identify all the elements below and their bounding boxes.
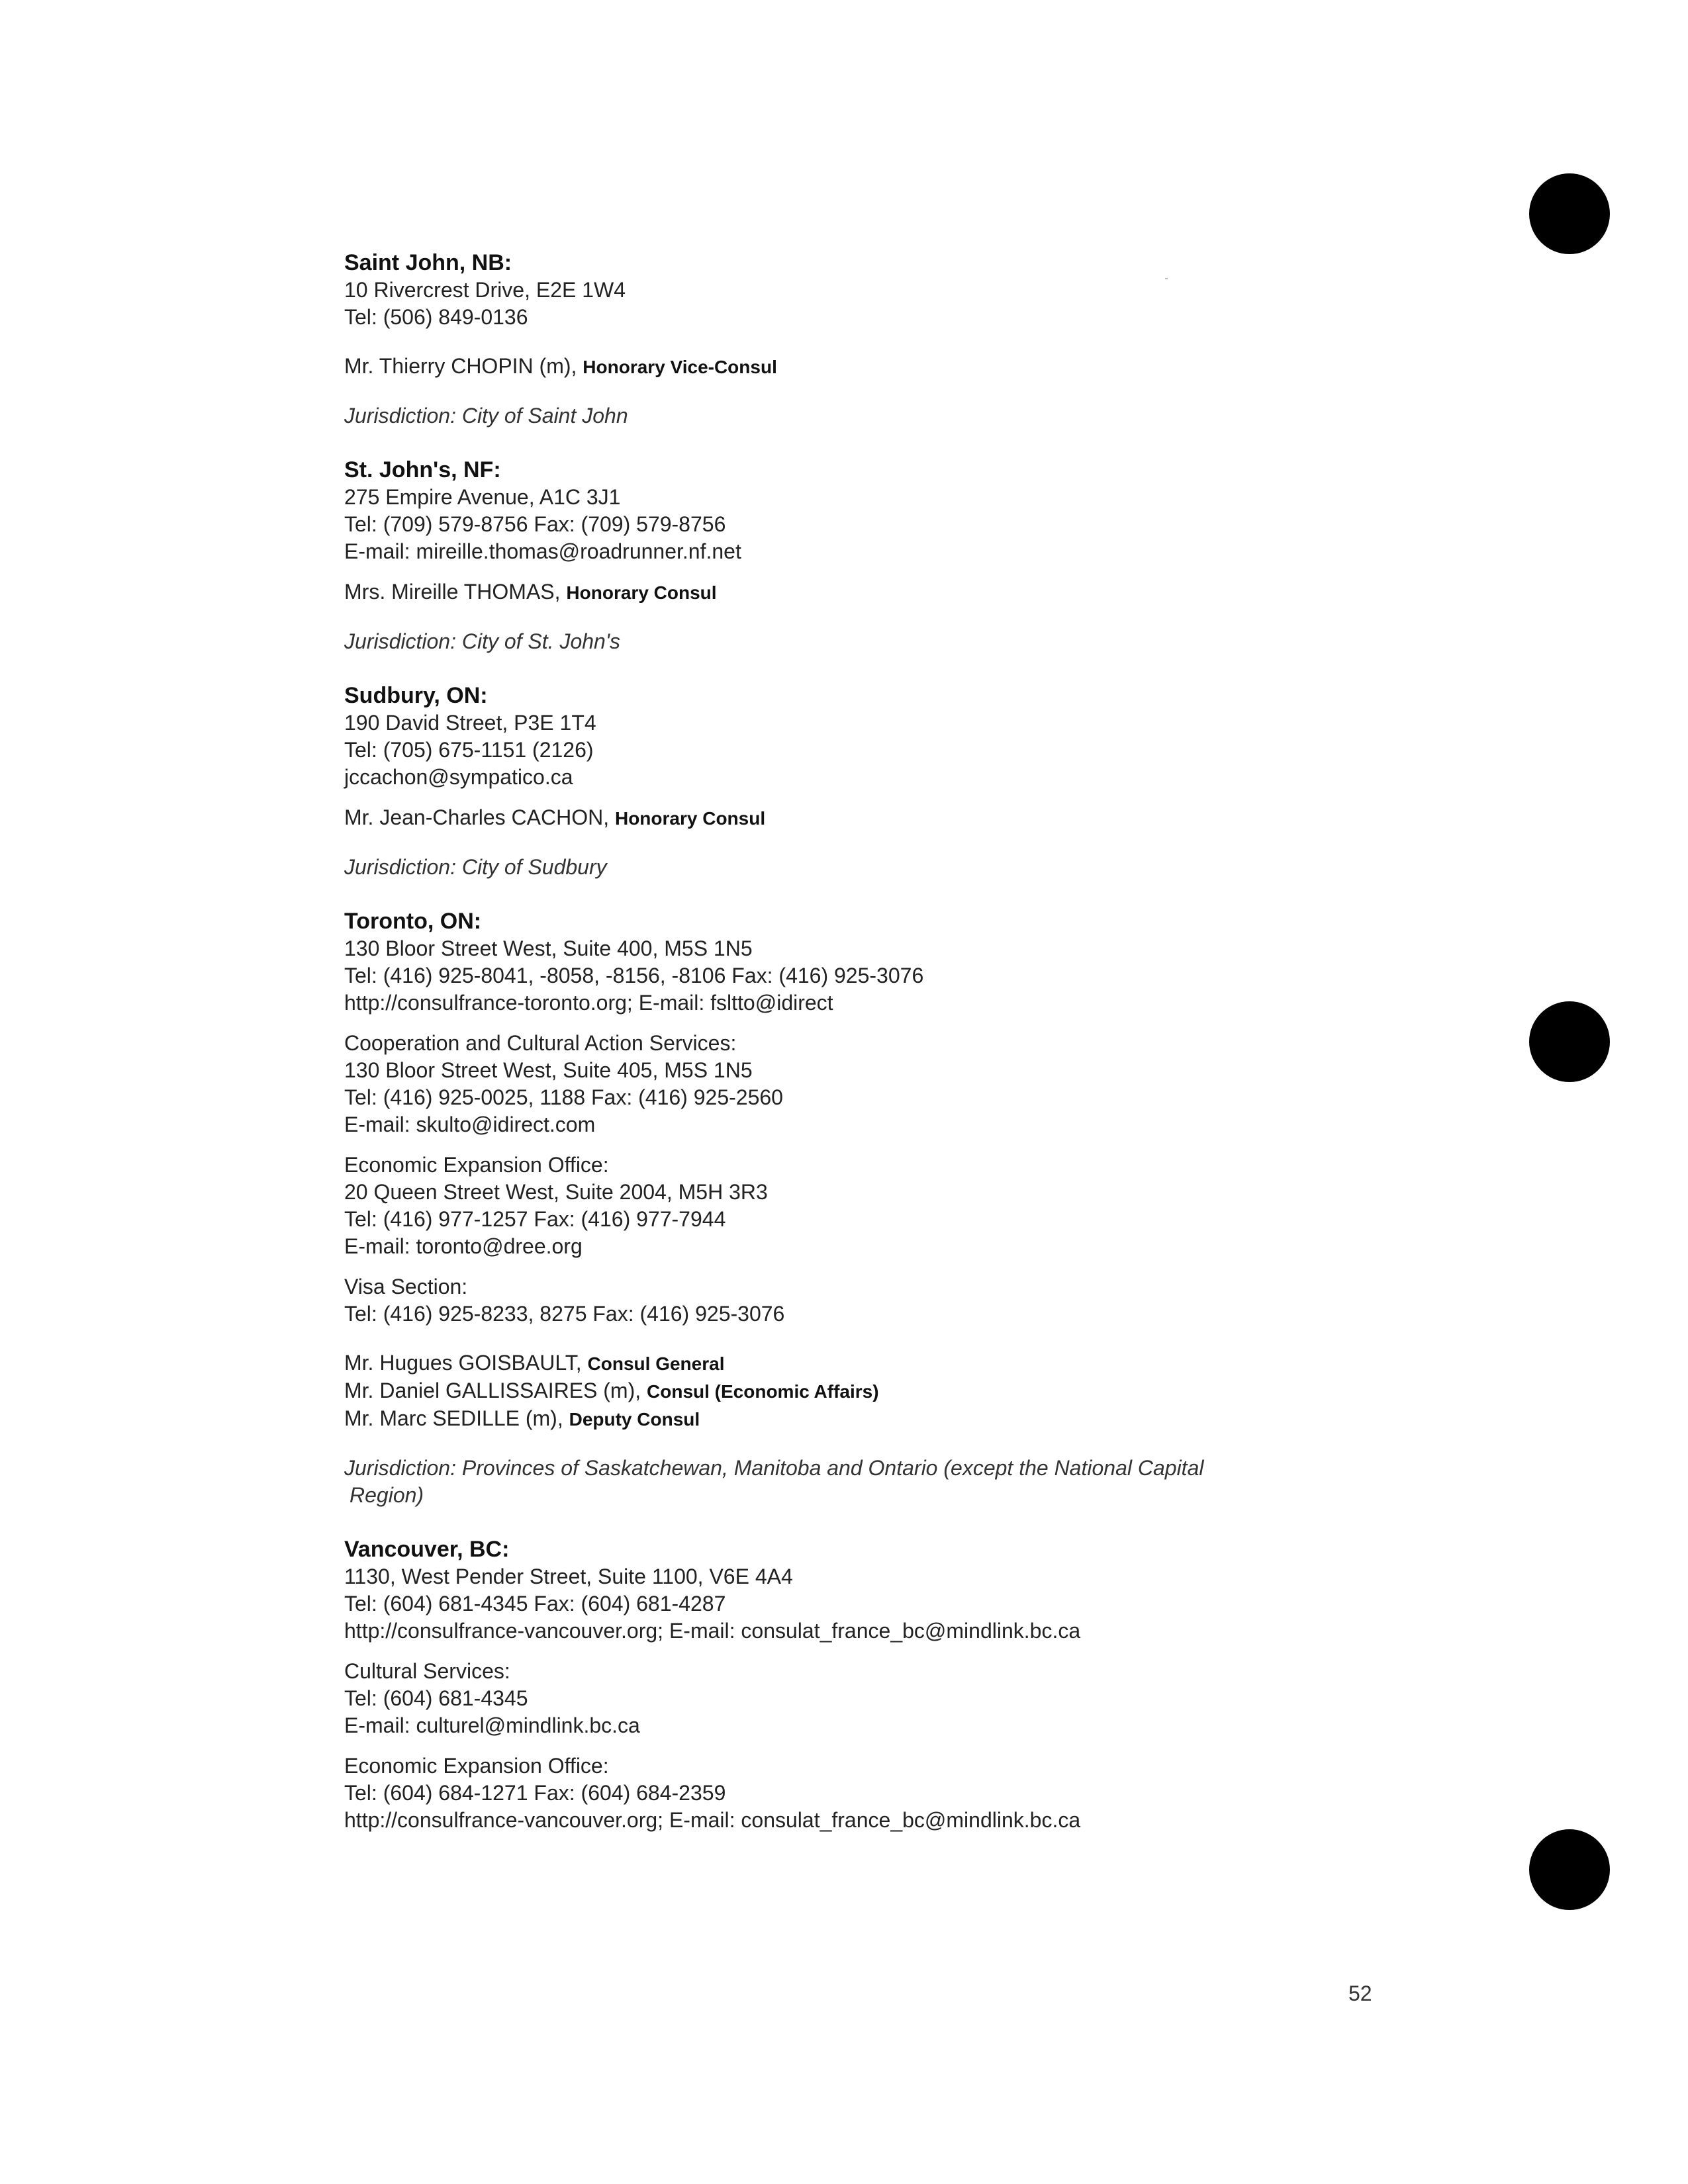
punch-hole-top (1529, 173, 1610, 254)
address: 190 David Street, P3E 1T4 (344, 711, 596, 735)
jurisdiction: Jurisdiction: City of Saint John (344, 404, 628, 428)
official-title: Deputy Consul (569, 1409, 700, 1430)
entry-saint-john (344, 249, 1350, 430)
official (344, 353, 1350, 381)
economic-web-email: http://consulfrance-vancouver.org; E-mail: consulat_france_bc@mindlink.bc.ca (344, 1808, 1081, 1832)
jurisdiction: Jurisdiction: City of St. John's (344, 629, 620, 653)
official-name: Mr. Hugues GOISBAULT, (344, 1351, 588, 1375)
jurisdiction-line-2: Region) (350, 1483, 424, 1507)
official-name: Mr. Marc SEDILLE (m), (344, 1406, 569, 1430)
official-title: Honorary Consul (614, 808, 766, 829)
entry-toronto (344, 907, 1350, 1509)
address: 10 Rivercrest Drive, E2E 1W4 (344, 278, 626, 302)
address: 275 Empire Avenue, A1C 3J1 (344, 485, 621, 509)
economic-telephone: Tel: (604) 684-1271 Fax: (604) 684-2359 (344, 1781, 726, 1805)
telephone: Tel: (416) 925-8041, -8058, -8156, -8106 Fax: (416) 925-3076 (344, 964, 924, 987)
section-heading-economic: Economic Expansion Office: (344, 1754, 609, 1778)
official (344, 1405, 1350, 1433)
consulate-listing (344, 249, 1350, 1834)
economic-telephone: Tel: (416) 977-1257 Fax: (416) 977-7944 (344, 1207, 726, 1231)
entry-vancouver (344, 1535, 1350, 1834)
official-title: Consul General (587, 1353, 725, 1374)
city-heading: St. John's, NF: (344, 457, 501, 482)
official-title: Honorary Consul (566, 582, 717, 603)
address: 130 Bloor Street West, Suite 400, M5S 1N5 (344, 936, 753, 960)
economic-address: 20 Queen Street West, Suite 2004, M5H 3R3 (344, 1180, 768, 1204)
official-title: Honorary Vice-Consul (583, 357, 777, 377)
official-name: Mr. Daniel GALLISSAIRES (m), (344, 1379, 647, 1402)
city-heading: Toronto, ON: (344, 909, 482, 934)
cultural-address: 130 Bloor Street West, Suite 405, M5S 1N5 (344, 1058, 753, 1082)
official (344, 1377, 1350, 1405)
visa-telephone: Tel: (416) 925-8233, 8275 Fax: (416) 925-3076 (344, 1302, 785, 1326)
punch-hole-bottom (1529, 1829, 1610, 1910)
official-name: Mr. Jean-Charles CACHON, (344, 805, 615, 829)
cultural-email: E-mail: culturel@mindlink.bc.ca (344, 1713, 640, 1737)
official-name: Mr. Thierry CHOPIN (m), (344, 354, 583, 378)
entry-st-johns (344, 456, 1350, 655)
city-heading: Sudbury, ON: (344, 683, 488, 708)
web-email: http://consulfrance-toronto.org; E-mail: fsltto@idirect (344, 991, 833, 1015)
official (344, 578, 1350, 606)
telephone: Tel: (709) 579-8756 Fax: (709) 579-8756 (344, 512, 726, 536)
official-name: Mrs. Mireille THOMAS, (344, 580, 567, 604)
punch-hole-middle (1529, 1001, 1610, 1082)
jurisdiction: Jurisdiction: City of Sudbury (344, 855, 607, 879)
address: 1130, West Pender Street, Suite 1100, V6E 4A4 (344, 1565, 793, 1588)
section-heading-cultural: Cooperation and Cultural Action Services: (344, 1031, 737, 1055)
economic-email: E-mail: toronto@dree.org (344, 1234, 583, 1258)
telephone: Tel: (604) 681-4345 Fax: (604) 681-4287 (344, 1592, 726, 1615)
telephone: Tel: (506) 849-0136 (344, 305, 528, 329)
cultural-email: E-mail: skulto@idirect.com (344, 1113, 596, 1136)
section-heading-economic: Economic Expansion Office: (344, 1153, 609, 1177)
section-heading-visa: Visa Section: (344, 1275, 468, 1298)
page-number: 52 (1348, 1981, 1372, 2005)
cultural-telephone: Tel: (604) 681-4345 (344, 1686, 528, 1710)
jurisdiction (344, 1455, 1324, 1509)
city-heading: Vancouver, BC: (344, 1537, 510, 1562)
web-email: http://consulfrance-vancouver.org; E-mail: consulat_france_bc@mindlink.bc.ca (344, 1619, 1081, 1643)
email: E-mail: mireille.thomas@roadrunner.nf.net (344, 539, 741, 563)
entry-sudbury (344, 682, 1350, 881)
jurisdiction-line-1: Jurisdiction: Provinces of Saskatchewan, Manitoba and Ontario (except the National Capital (344, 1456, 1204, 1480)
section-heading-cultural: Cultural Services: (344, 1659, 510, 1683)
city-heading: Saint John, NB: (344, 250, 512, 275)
official (344, 1349, 1350, 1377)
telephone: Tel: (705) 675-1151 (2126) (344, 738, 594, 762)
official (344, 804, 1350, 832)
cultural-telephone: Tel: (416) 925-0025, 1188 Fax: (416) 925-2560 (344, 1085, 783, 1109)
official-title: Consul (Economic Affairs) (647, 1381, 879, 1402)
email: jccachon@sympatico.ca (344, 765, 573, 789)
